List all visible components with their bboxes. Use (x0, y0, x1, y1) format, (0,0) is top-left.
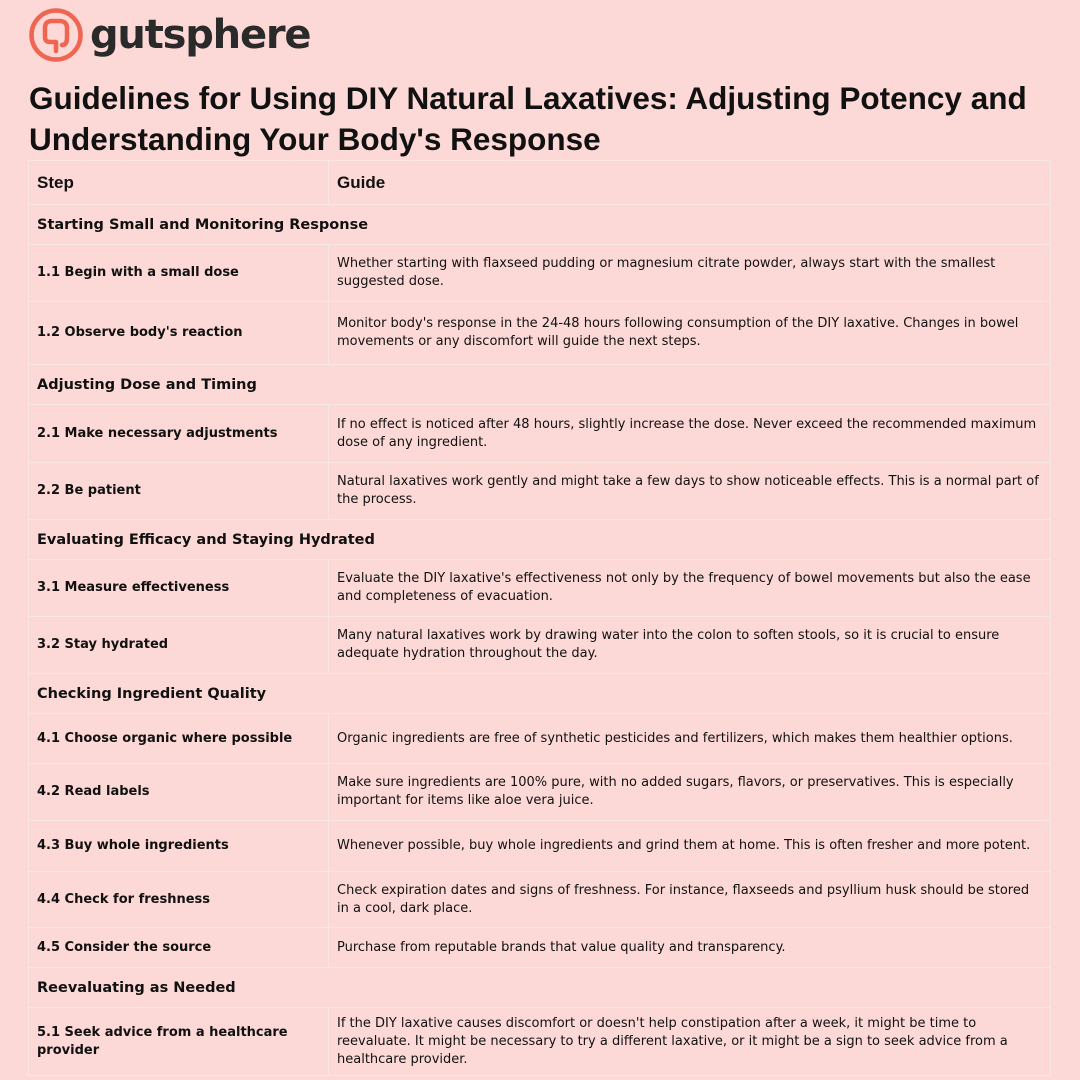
guide-cell: If the DIY laxative causes discomfort or doesn't help constipation after a week, it might be time to reevaluate. It might be necessary to try a different laxative, or it might be a sign to seek advice from a healthcare provider. (329, 1008, 1051, 1076)
guide-cell: Evaluate the DIY laxative's effectiveness not only by the frequency of bowel movements but also the ease and completeness of evacuation. (329, 560, 1051, 617)
table-row (29, 714, 1051, 764)
section-row (29, 520, 1051, 560)
guide-cell: Organic ingredients are free of synthetic pesticides and fertilizers, which makes them healthier options. (329, 714, 1051, 764)
table-row (29, 463, 1051, 520)
step-cell: 3.2 Stay hydrated (29, 617, 329, 674)
header-guide: Guide (329, 161, 1051, 205)
section-title: Checking Ingredient Quality (29, 674, 1051, 714)
section-row (29, 365, 1051, 405)
section-row (29, 205, 1051, 245)
section-title: Evaluating Efficacy and Staying Hydrated (29, 520, 1051, 560)
guide-cell: If no effect is noticed after 48 hours, slightly increase the dose. Never exceed the recommended maximum dose of any ingredient. (329, 405, 1051, 463)
table-row (29, 560, 1051, 617)
table-row (29, 617, 1051, 674)
header-step: Step (29, 161, 329, 205)
colon-logo-icon (28, 7, 84, 63)
step-cell: 4.3 Buy whole ingredients (29, 821, 329, 872)
table-row (29, 245, 1051, 302)
table-row (29, 302, 1051, 365)
guide-cell: Natural laxatives work gently and might take a few days to show noticeable effects. This is a normal part of the process. (329, 463, 1051, 520)
step-cell: 2.1 Make necessary adjustments (29, 405, 329, 463)
guide-cell: Purchase from reputable brands that value quality and transparency. (329, 928, 1051, 968)
section-title: Starting Small and Monitoring Response (29, 205, 1051, 245)
table-row (29, 872, 1051, 928)
table-row (29, 1008, 1051, 1076)
brand-name: gutsphere (90, 12, 311, 58)
step-cell: 2.2 Be patient (29, 463, 329, 520)
table-header-row (29, 161, 1051, 205)
step-cell: 3.1 Measure effectiveness (29, 560, 329, 617)
step-cell: 5.1 Seek advice from a healthcare provider (29, 1008, 329, 1076)
step-cell: 1.1 Begin with a small dose (29, 245, 329, 302)
guide-cell: Make sure ingredients are 100% pure, with no added sugars, flavors, or preservatives. This is especially important for items like aloe vera juice. (329, 764, 1051, 821)
guide-cell: Whenever possible, buy whole ingredients and grind them at home. This is often fresher and more potent. (329, 821, 1051, 872)
guidelines-table (28, 160, 1051, 1076)
section-row (29, 674, 1051, 714)
section-title: Adjusting Dose and Timing (29, 365, 1051, 405)
guide-cell: Monitor body's response in the 24-48 hours following consumption of the DIY laxative. Changes in bowel movements or any discomfort will guide the next steps. (329, 302, 1051, 365)
table-row (29, 821, 1051, 872)
page-title: Guidelines for Using DIY Natural Laxatives: Adjusting Potency and Understanding Your Body's Response (29, 80, 1027, 157)
step-cell: 4.1 Choose organic where possible (29, 714, 329, 764)
step-cell: 4.4 Check for freshness (29, 872, 329, 928)
guide-cell: Whether starting with flaxseed pudding or magnesium citrate powder, always start with the smallest suggested dose. (329, 245, 1051, 302)
step-cell: 4.2 Read labels (29, 764, 329, 821)
step-cell: 1.2 Observe body's reaction (29, 302, 329, 365)
step-cell: 4.5 Consider the source (29, 928, 329, 968)
table-row (29, 405, 1051, 463)
table-row (29, 928, 1051, 968)
section-row (29, 968, 1051, 1008)
table-row (29, 764, 1051, 821)
section-title: Reevaluating as Needed (29, 968, 1051, 1008)
brand-logo-lockup[interactable] (28, 6, 310, 64)
guide-cell: Many natural laxatives work by drawing water into the colon to soften stools, so it is crucial to ensure adequate hydration throughout the day. (329, 617, 1051, 674)
guide-cell: Check expiration dates and signs of freshness. For instance, flaxseeds and psyllium husk should be stored in a cool, dark place. (329, 872, 1051, 928)
